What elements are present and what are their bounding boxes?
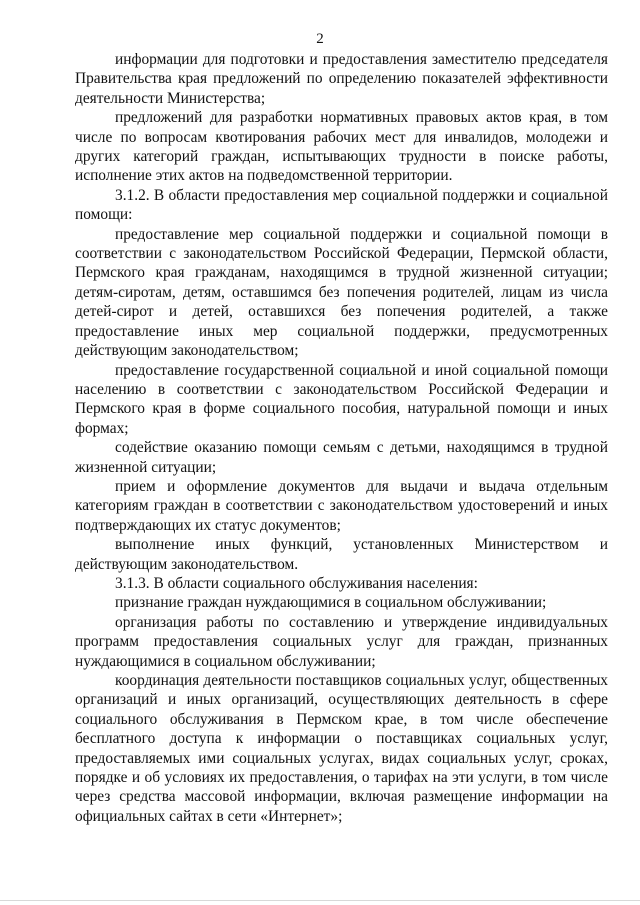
- paragraph: содействие оказанию помощи семьям с детьми, находящимся в трудной жизненной ситуации;: [75, 439, 608, 476]
- scan-edge-line: [0, 900, 640, 901]
- paragraph: предложений для разработки нормативных правовых актов края, в том числе по вопросам квотирования рабочих мест для инвалидов, молодежи и других категорий граждан, испытывающих трудности в поиске работы, исполнение этих актов на подведомственной территории.: [75, 109, 608, 185]
- paragraph: выполнение иных функций, установленных Министерством и действующим законодательством.: [75, 536, 608, 573]
- section-heading-3-1-3: 3.1.3. В области социального обслуживания населения:: [115, 574, 478, 592]
- paragraph: координация деятельности поставщиков социальных услуг, общественных организаций и иных организаций, осуществляющих деятельность в сфере социального обслуживания в Пермском крае, в том числе обеспечение бесплатного доступа к информации о поставщиках социальных услуг, предоставляемых ими социальных услугах, видах социальных услуг, сроках, порядке и об условиях их предоставления, о тарифах на эти услуги, в том числе через средства массовой информации, включая размещение информации на официальных сайтах в сети «Интернет»;: [75, 672, 608, 825]
- paragraph: признание граждан нуждающимися в социальном обслуживании;: [115, 594, 547, 612]
- document-body: [75, 50, 608, 826]
- paragraph: предоставление мер социальной поддержки и социальной помощи в соответствии с законодательством Российской Федерации, Пермской области, Пермского края гражданам, находящимся в трудной жизненной ситуации; детям-сиротам, детям, оставшимся без попечения родителей, лицам из числа детей-сирот и детей, оставшихся без попечения родителей, а также предоставление иных мер социальной поддержки, предусмотренных действующим законодательством;: [75, 225, 608, 360]
- section-heading-3-1-2: 3.1.2. В области предоставления мер социальной поддержки и социальной помощи:: [75, 186, 608, 224]
- paragraph: организация работы по составлению и утверждение индивидуальных программ предоставления социальных услуг для граждан, признанных нуждающимися в социальном обслуживании;: [75, 613, 608, 670]
- page-number: 2: [316, 31, 324, 47]
- paragraph: прием и оформление документов для выдачи и выдача отдельным категориям граждан в соответствии с законодательством удостоверений и иных подтверждающих их статус документов;: [75, 477, 608, 534]
- paragraph: информации для подготовки и предоставления заместителю председателя Правительства края предложений по определению показателей эффективности деятельности Министерства;: [75, 51, 608, 107]
- paragraph: предоставление государственной социальной и иной социальной помощи населению в соответствии с законодательством Российской Федерации и Пермского края в форме социального пособия, натуральной помощи и иных формах;: [75, 361, 608, 437]
